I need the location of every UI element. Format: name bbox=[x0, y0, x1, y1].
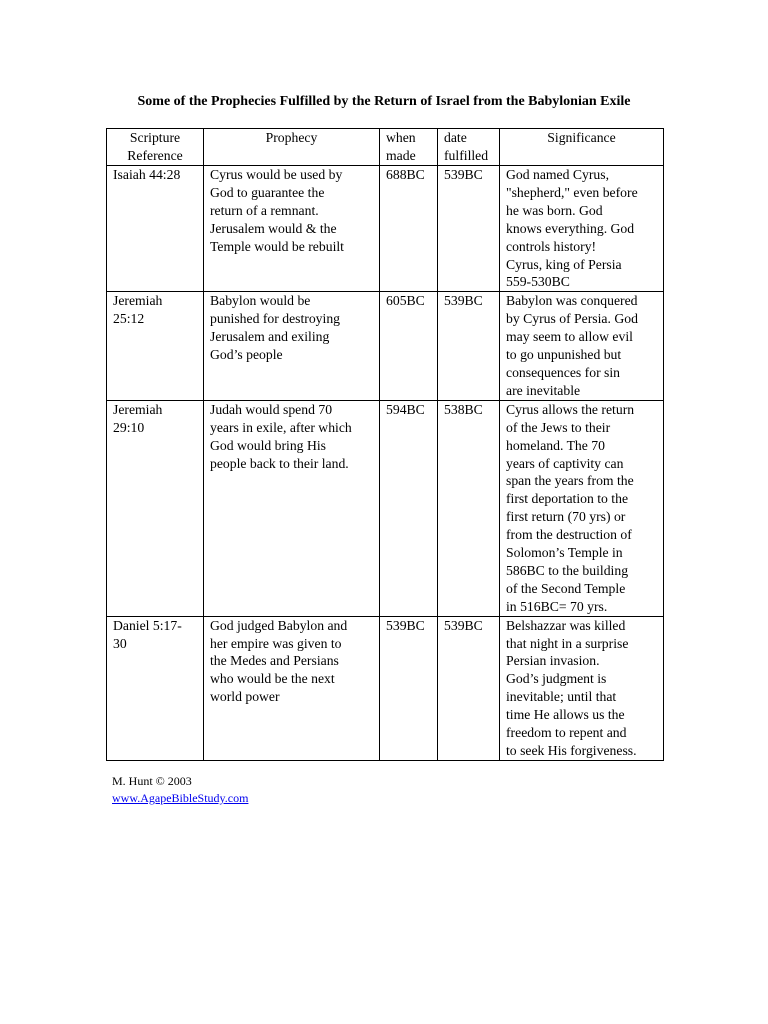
prophecy-cell: Babylon would be punished for destroying Jerusalem and exiling God’s people bbox=[204, 292, 380, 400]
footer bbox=[112, 773, 248, 807]
header-when-made: when made bbox=[380, 129, 438, 166]
significance-cell: Babylon was conquered by Cyrus of Persia. God may seem to allow evil to go unpunished but consequences for sin are inevitable bbox=[500, 292, 664, 400]
reference-cell: Jeremiah 29:10 bbox=[107, 400, 204, 616]
prophecy-table bbox=[106, 128, 664, 761]
header-scripture-reference: Scripture Reference bbox=[107, 129, 204, 166]
when-made-cell: 539BC bbox=[380, 616, 438, 760]
reference-cell: Jeremiah 25:12 bbox=[107, 292, 204, 400]
prophecy-cell: God judged Babylon and her empire was given to the Medes and Persians who would be the next world power bbox=[204, 616, 380, 760]
table-row bbox=[107, 400, 664, 616]
prophecy-cell: Cyrus would be used by God to guarantee the return of a remnant. Jerusalem would & the Temple would be rebuilt bbox=[204, 166, 380, 292]
prophecy-cell: Judah would spend 70 years in exile, after which God would bring His people back to their land. bbox=[204, 400, 380, 616]
header-prophecy: Prophecy bbox=[204, 129, 380, 166]
when-made-cell: 605BC bbox=[380, 292, 438, 400]
document-title: Some of the Prophecies Fulfilled by the Return of Israel from the Babylonian Exile bbox=[137, 94, 631, 109]
reference-cell: Daniel 5:17- 30 bbox=[107, 616, 204, 760]
header-date-fulfilled: date fulfilled bbox=[438, 129, 500, 166]
table-row bbox=[107, 616, 664, 760]
date-fulfilled-cell: 538BC bbox=[438, 400, 500, 616]
when-made-cell: 594BC bbox=[380, 400, 438, 616]
date-fulfilled-cell: 539BC bbox=[438, 166, 500, 292]
table-header-row bbox=[107, 129, 664, 166]
website-link[interactable]: www.AgapeBibleStudy.com bbox=[112, 791, 249, 805]
when-made-cell: 688BC bbox=[380, 166, 438, 292]
author-copyright: M. Hunt © 2003 bbox=[112, 774, 192, 788]
significance-cell: Belshazzar was killed that night in a surprise Persian invasion. God’s judgment is inevitable; until that time He allows us the freedom to repent and to seek His forgiveness. bbox=[500, 616, 664, 760]
significance-cell: Cyrus allows the return of the Jews to their homeland. The 70 years of captivity can span the years from the first deportation to the first return (70 yrs) or from the destruction of Solomon’s Temple in 586BC to the building of the Second Temple in 516BC= 70 yrs. bbox=[500, 400, 664, 616]
date-fulfilled-cell: 539BC bbox=[438, 292, 500, 400]
table-row bbox=[107, 292, 664, 400]
table-row bbox=[107, 166, 664, 292]
reference-cell: Isaiah 44:28 bbox=[107, 166, 204, 292]
date-fulfilled-cell: 539BC bbox=[438, 616, 500, 760]
significance-cell: God named Cyrus, "shepherd," even before he was born. God knows everything. God controls history! Cyrus, king of Persia 559-530BC bbox=[500, 166, 664, 292]
header-significance: Significance bbox=[500, 129, 664, 166]
